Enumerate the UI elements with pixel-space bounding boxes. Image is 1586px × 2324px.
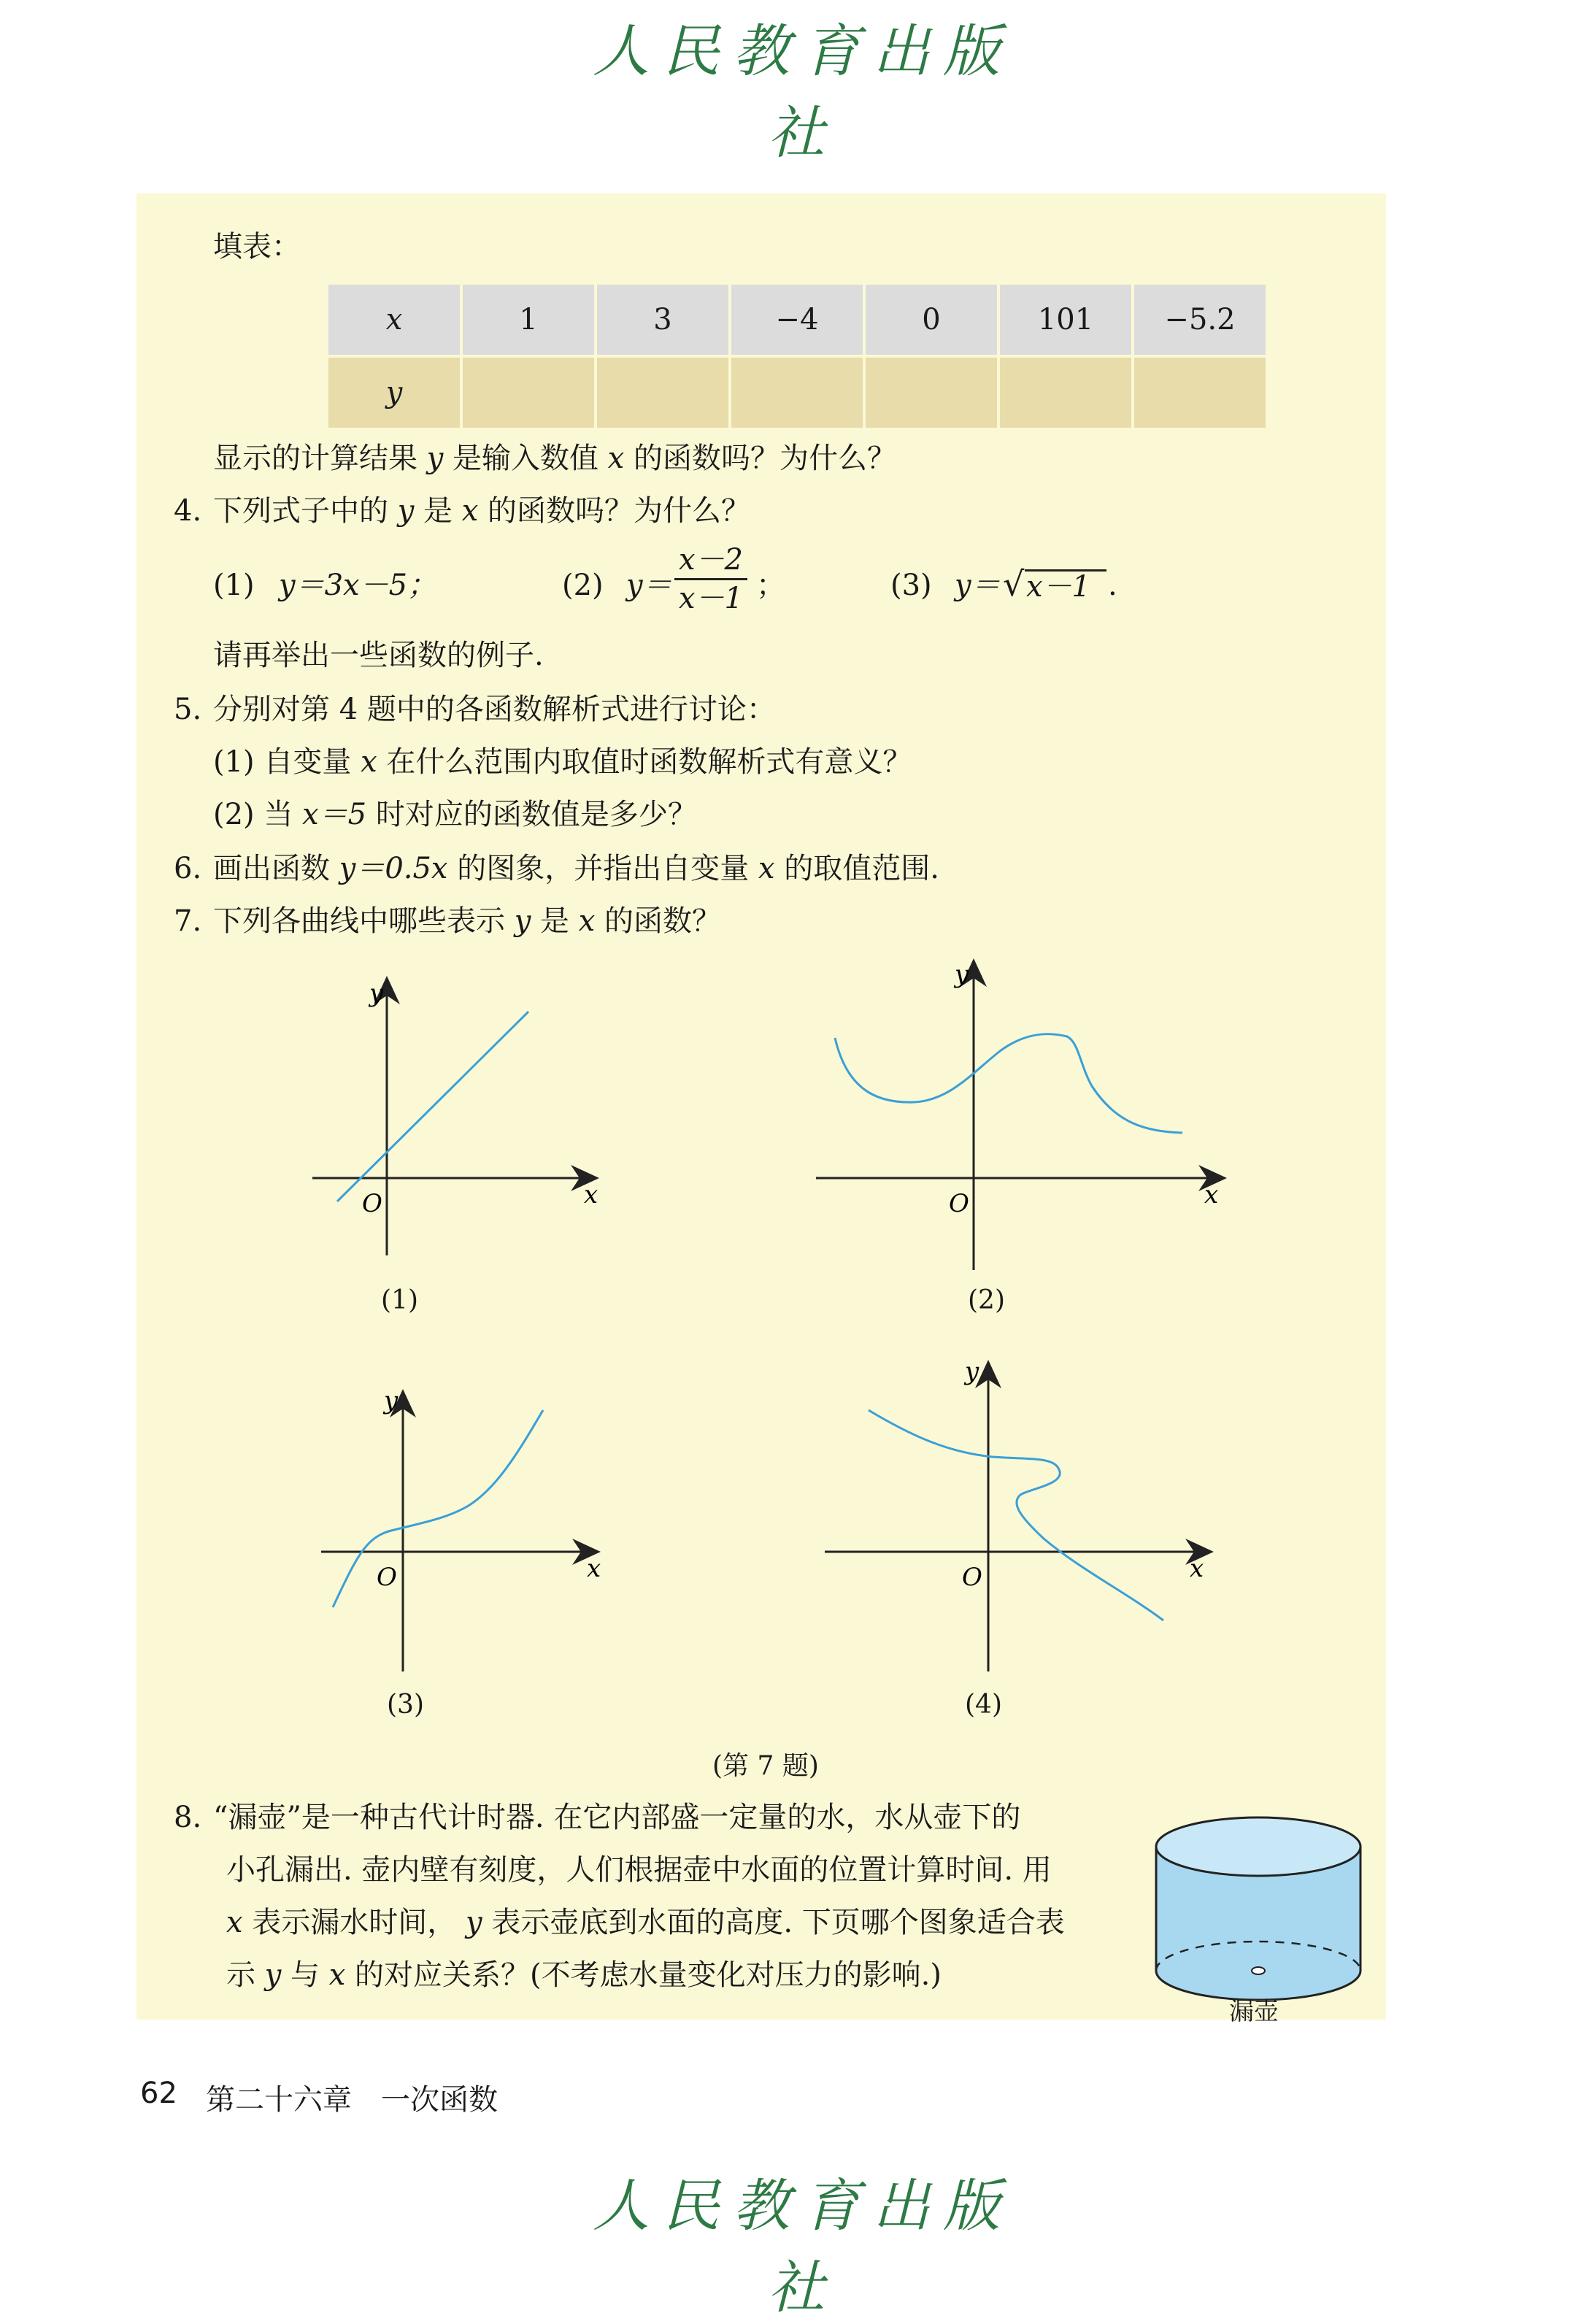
q7-number: 7. <box>174 904 202 938</box>
q4-part1-label: (1) <box>213 569 255 602</box>
table-cell: 0 <box>864 283 998 356</box>
q8-line-1: “漏壶”是一种古代计时器. 在它内部盛一定量的水，水从壶下的 <box>213 1801 1021 1834</box>
text-span: 显示的计算结果 <box>213 442 417 475</box>
var-x: x <box>607 442 625 475</box>
var-y: y <box>466 1906 482 1939</box>
graph-3-caption: (3) <box>387 1690 424 1720</box>
text-span: 的对应关系？(不考虑水量变化对压力的影响.) <box>355 1958 942 1992</box>
fill-table-intro: 填表： <box>213 230 301 263</box>
text-span: 当 <box>263 798 293 831</box>
table-cell: x <box>327 283 461 356</box>
var-x: x <box>461 494 479 528</box>
leaky-pot-illustration <box>1156 1817 1360 2000</box>
graph-2 <box>816 960 1225 1270</box>
fraction-numerator: x－2 <box>674 542 747 580</box>
table-cell: 101 <box>998 283 1133 356</box>
q7-figure-caption: (第 7 题) <box>712 1751 819 1781</box>
var-x: x <box>361 745 377 779</box>
publisher-logo-bottom: 人民教育出版社 <box>592 2174 1013 2321</box>
table-cell: y <box>327 356 461 429</box>
graph-4 <box>825 1357 1212 1671</box>
x-axis-label: x <box>1190 1554 1204 1583</box>
var-x: x <box>578 904 596 938</box>
text-span: 的图象，并指出自变量 <box>457 852 750 885</box>
math-expr: y＝0.5x <box>339 852 448 885</box>
sub-label: (2) <box>213 798 255 831</box>
x-axis-label: x <box>584 1180 598 1209</box>
sqrt-radical-icon: √ <box>1003 564 1025 604</box>
text-span: 下列各曲线中哪些表示 <box>213 904 505 938</box>
q4-more-examples: 请再举出一些函数的例子. <box>213 639 544 672</box>
text-span: 表示漏水时间， <box>252 1906 457 1939</box>
q8-line-2: 小孔漏出. 壶内壁有刻度，人们根据壶中水面的位置计算时间. 用 <box>226 1853 1052 1887</box>
q4-part3-inner: x－1 <box>1026 570 1091 604</box>
text-span: 的取值范围. <box>784 852 939 885</box>
var-x: x <box>758 852 775 885</box>
text-span: 的函数？ <box>604 904 722 938</box>
q4-part3-tail: . <box>1108 569 1117 602</box>
text-span: 下列式子中的 <box>213 494 388 528</box>
text-span: 在什么范围内取值时函数解析式有意义？ <box>386 745 912 779</box>
var-y: y <box>514 904 531 938</box>
text-span: 表示壶底到水面的高度. 下页哪个图象适合表 <box>491 1906 1065 1939</box>
y-axis-label: y <box>955 960 969 989</box>
pot-top <box>1156 1817 1360 1876</box>
curve-line <box>835 1034 1182 1133</box>
q5-question: 分别对第 4 题中的各函数解析式进行讨论： <box>213 693 776 726</box>
pot-caption: 漏壶 <box>1229 1997 1279 2026</box>
text-span: 与 <box>290 1958 320 1992</box>
text-span: 的函数吗？为什么？ <box>634 442 897 475</box>
text-span: 的函数吗？为什么？ <box>488 494 751 528</box>
y-axis-label: y <box>369 979 384 1008</box>
sub-label: (1) <box>213 745 255 779</box>
table-cell: 3 <box>596 283 730 356</box>
graph-3 <box>321 1386 601 1671</box>
var-y: y <box>397 494 415 528</box>
q6-number: 6. <box>174 852 202 885</box>
origin-label: O <box>377 1563 397 1592</box>
origin-label: O <box>949 1189 969 1218</box>
q4-part2-tail: ； <box>756 569 785 602</box>
y-axis-label: y <box>384 1386 399 1415</box>
curve-line <box>869 1410 1163 1620</box>
text-span: 是 <box>540 904 570 938</box>
var-x: x <box>328 1958 346 1992</box>
q8-line-4 <box>226 1956 942 1994</box>
q8-number: 8. <box>174 1801 202 1834</box>
curve-line <box>333 1410 543 1607</box>
text-span: 画出函数 <box>213 852 330 885</box>
q4-part3-lhs: y＝ <box>955 569 1001 602</box>
curve-line <box>337 1012 528 1201</box>
text-span: 自变量 <box>263 745 352 779</box>
graph-4-caption: (4) <box>965 1690 1002 1720</box>
x-axis-label: x <box>587 1554 601 1583</box>
y-axis-label: y <box>965 1357 979 1386</box>
math-expr: x＝5 <box>302 798 367 831</box>
q4-part2-label: (2) <box>562 569 604 602</box>
graph-1-caption: (1) <box>381 1285 418 1315</box>
publisher-logo-top: 人民教育出版社 <box>592 19 1013 166</box>
table-cell: −5.2 <box>1133 283 1267 356</box>
q4-part1-expr: y＝3x－5； <box>279 569 437 602</box>
var-x: x <box>226 1906 243 1939</box>
fraction-denominator: x－1 <box>679 582 744 615</box>
q8-line-3 <box>226 1904 1065 1942</box>
q4-part2-lhs: y＝ <box>626 569 672 602</box>
table-cell: −4 <box>730 283 864 356</box>
text-span: 示 <box>226 1958 255 1992</box>
origin-label: O <box>362 1189 382 1218</box>
table-cell: 1 <box>461 283 596 356</box>
origin-label: O <box>962 1563 982 1592</box>
text-span: 时对应的函数值是多少？ <box>375 798 697 831</box>
q4-number: 4. <box>174 494 202 528</box>
var-y: y <box>426 442 444 475</box>
page-number: 62 <box>140 2077 177 2110</box>
q4-part3-label: (3) <box>890 569 932 602</box>
graph-1 <box>312 978 598 1255</box>
var-y: y <box>264 1958 282 1992</box>
pot-hole <box>1252 1967 1265 1974</box>
graph-2-caption: (2) <box>968 1285 1005 1315</box>
x-axis-label: x <box>1204 1180 1219 1209</box>
text-span: 是输入数值 <box>453 442 599 475</box>
q5-number: 5. <box>174 693 202 726</box>
chapter-title: 第二十六章 一次函数 <box>206 2083 498 2117</box>
text-span: 是 <box>423 494 453 528</box>
